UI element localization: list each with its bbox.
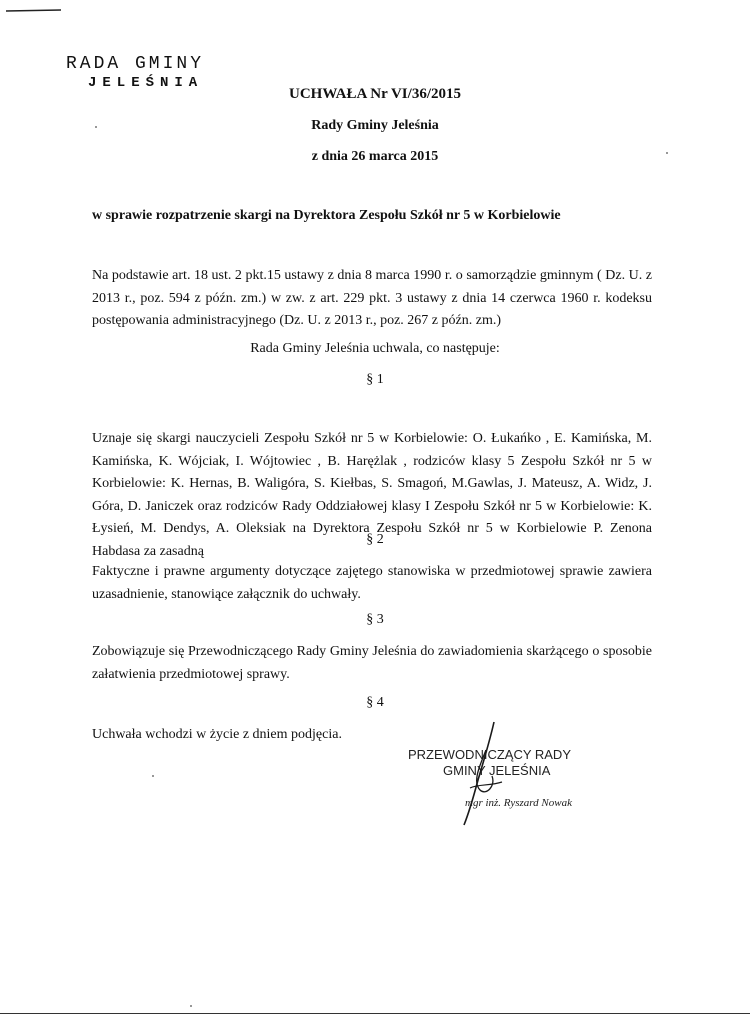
section-text-3: Zobowiązuje się Przewodniczącego Rady Gminy Jeleśnia do zawiadomienia skarżącego o sposobie załatwienia przedmiotowej sprawy. (92, 644, 652, 682)
signature-name: mgr inż. Ryszard Nowak (465, 797, 572, 809)
resolution-title: UCHWAŁA Nr VI/36/2015 (289, 86, 461, 102)
scan-speck (152, 775, 154, 777)
section-mark-3: § 3 (366, 612, 384, 627)
section-text-2: Faktyczne i prawne argumenty dotyczące zajętego stanowiska w przedmiotowej sprawie zawiera uzasadnienie, stanowiące załącznik do uchwały. (92, 564, 652, 602)
section-text-1: Uznaje się skargi nauczycieli Zespołu Szkół nr 5 w Korbielowie: O. Łukańko , E. Kamińska, M. Kamińska, K. Wójciak, I. Wójtowiec , B. Harężlak , rodziców klasy 5 Zespołu Szkół nr 5 w Korbielowie: K. Hernas, B. Waligóra, S. Kiełbas, S. Smagoń, M.Gawlas, J. Mateusz, A. Widz, J. Góra, D. Janiczek oraz rodziców Rady Oddziałowej klasy I Zespołu Szkół nr 5 w Korbielowie: K. Łysień, M. Dendys, A. Oleksiak na Dyrektora Zespołu Szkół nr 5 w Korbielowie P. Zenona Habdasa za zasadną (92, 431, 652, 559)
resolution-subject: w sprawie rozpatrzenie skargi na Dyrektora Zespołu Szkół nr 5 w Korbielowie (92, 208, 561, 223)
resolves-statement: Rada Gminy Jeleśnia uchwala, co następuje: (250, 341, 500, 356)
scan-speck (190, 1005, 192, 1007)
scan-mark-line (6, 6, 66, 16)
resolution-issuer: Rady Gminy Jeleśnia (311, 118, 439, 133)
section-text-4: Uchwała wchodzi w życie z dniem podjęcia. (92, 727, 342, 742)
section-mark-4: § 4 (366, 695, 384, 710)
scan-speck (95, 126, 97, 128)
stamp-council: RADA GMINY (66, 54, 205, 74)
scan-speck (666, 152, 668, 154)
section-mark-2: § 2 (366, 532, 384, 547)
signature-title-line1: PRZEWODNICZĄCY RADY (408, 747, 571, 762)
legal-basis-paragraph: Na podstawie art. 18 ust. 2 pkt.15 ustawy z dnia 8 marca 1990 r. o samorządzie gminnym ( Dz. U. z 2013 r., poz. 594 z późn. zm.) w zw. z art. 229 pkt. 3 ustawy z dnia 14 czerwca 1960 r. kodeksu postępowania administracyjnego (Dz. U. z 2013 r., poz. 267 z późn. zm.) (92, 268, 652, 328)
stamp-municipality: JELEŚNIA (88, 75, 204, 91)
signature-title-line2: GMINY JELEŚNIA (443, 763, 551, 778)
bottom-rule (0, 1013, 750, 1014)
section-mark-1: § 1 (366, 372, 384, 387)
handwritten-signature (450, 720, 510, 830)
resolution-date: z dnia 26 marca 2015 (311, 149, 439, 164)
